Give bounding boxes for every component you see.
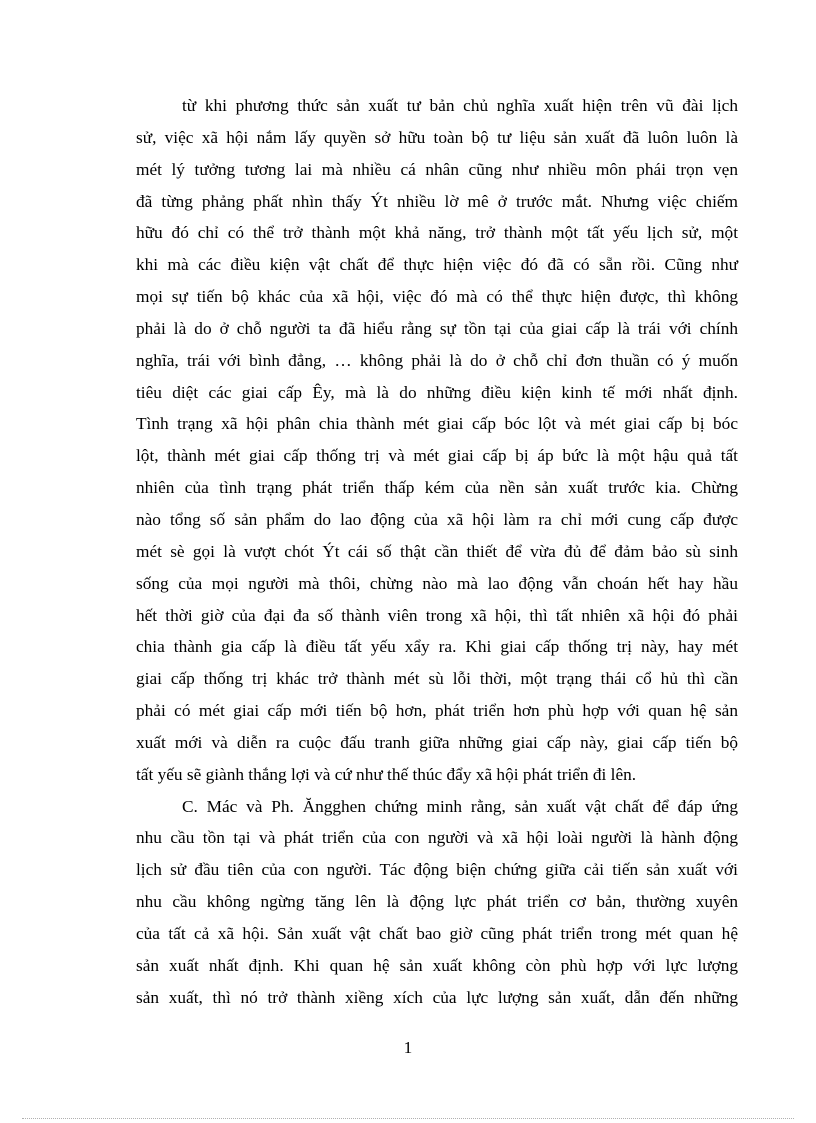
text-line: tiêu diệt các giai cấp Êy, mà là do những điều kiện kinh tế mới nhất định. [136, 382, 738, 402]
text-line: giai cấp thống trị khác trở thành mét sù lỗi thời, một trạng thái cổ hủ thì cần [136, 669, 738, 689]
text-line: xuất mới và diễn ra cuộc đấu tranh giữa những giai cấp này, giai cấp tiến bộ [136, 732, 738, 752]
text-line: nào tổng số sản phẩm do lao động của xã hội làm ra chỉ mới cung cấp được [136, 509, 738, 529]
text-line: nhu cầu không ngừng tăng lên là động lực phát triển cơ bản, thường xuyên [136, 892, 738, 912]
text-line: Tình trạng xã hội phân chia thành mét giai cấp bóc lột và mét giai cấp bị bóc [136, 414, 738, 434]
text-line: lịch sử đầu tiên của con người. Tác động biện chứng giữa cải tiến sản xuất với [136, 860, 738, 880]
text-line: sản xuất, thì nó trở thành xiềng xích của lực lượng sản xuất, dẫn đến những [136, 987, 738, 1007]
paragraph-1 [136, 90, 738, 791]
text-line: sống của mọi người mà thôi, chừng nào mà lao động vẫn choán hết hay hầu [136, 573, 738, 593]
paragraph-2 [136, 791, 738, 1014]
text-line: chia thành gia cấp là điều tất yếu xẩy ra. Khi giai cấp thống trị này, hay mét [136, 637, 738, 657]
text-line: nghĩa, trái với bình đẳng, … không phải là do ở chỗ chỉ đơn thuần có ý muốn [136, 350, 738, 370]
text-line: đã từng phảng phất nhìn thấy Ýt nhiều lờ mê ở trước mắt. Nhưng việc chiếm [136, 191, 738, 211]
text-line: mét sè gọi là vượt chót Ýt cái số thật cần thiết để vừa đủ để đảm bảo sù sinh [136, 541, 738, 561]
text-line: của tất cả xã hội. Sản xuất vật chất bao giờ cũng phát triển trong mét quan hệ [136, 923, 738, 943]
text-line: lột, thành mét giai cấp thống trị và mét giai cấp bị áp bức là một hậu quả tất [136, 446, 738, 466]
text-line: C. Mác và Ph. Ăngghen chứng minh rằng, sản xuất vật chất để đáp ứng [182, 796, 738, 816]
text-line: phải có mét giai cấp mới tiến bộ hơn, phát triển hơn phù hợp với quan hệ sản [136, 701, 738, 721]
text-line: phải là do ở chỗ người ta đã hiểu rằng sự tồn tại của giai cấp là trái với chính [136, 318, 738, 338]
text-line: sản xuất nhất định. Khi quan hệ sản xuất không còn phù hợp với lực lượng [136, 955, 738, 975]
text-line: từ khi phương thức sản xuất tư bản chủ nghĩa xuất hiện trên vũ đài lịch [182, 96, 738, 115]
text-line: tất yếu sẽ giành thắng lợi và cứ như thế thúc đẩy xã hội phát triển đi lên. [136, 764, 637, 784]
text-line: sử, việc xã hội nắm lấy quyền sở hữu toàn bộ tư liệu sản xuất đã luôn luôn là [136, 127, 738, 147]
text-line: mét lý tưởng tương lai mà nhiều cá nhân cũng như nhiều môn phái trọn vẹn [136, 159, 738, 179]
text-line: hữu đó chỉ có thể trở thành một khả năng, trở thành một tất yếu lịch sử, một [136, 223, 738, 243]
body-text [136, 90, 738, 1013]
text-line: nhiên của tình trạng phát triển thấp kém của nền sản xuất trước kia. Chừng [136, 478, 738, 498]
text-line: mọi sự tiến bộ khác của xã hội, việc đó mà có thể thực hiện được, thì không [136, 287, 738, 307]
page-number: 1 [403, 1038, 413, 1057]
text-line: hết thời giờ của đại đa số thành viên trong xã hội, thì tất nhiên xã hội đó phải [136, 605, 738, 625]
text-line: nhu cầu tồn tại và phát triển của con người và xã hội loài người là hành động [136, 828, 738, 848]
text-line: khi mà các điều kiện vật chất để thực hiện việc đó đã có sẵn rồi. Cũng như [136, 255, 738, 275]
page-bottom-edge [22, 1118, 794, 1119]
